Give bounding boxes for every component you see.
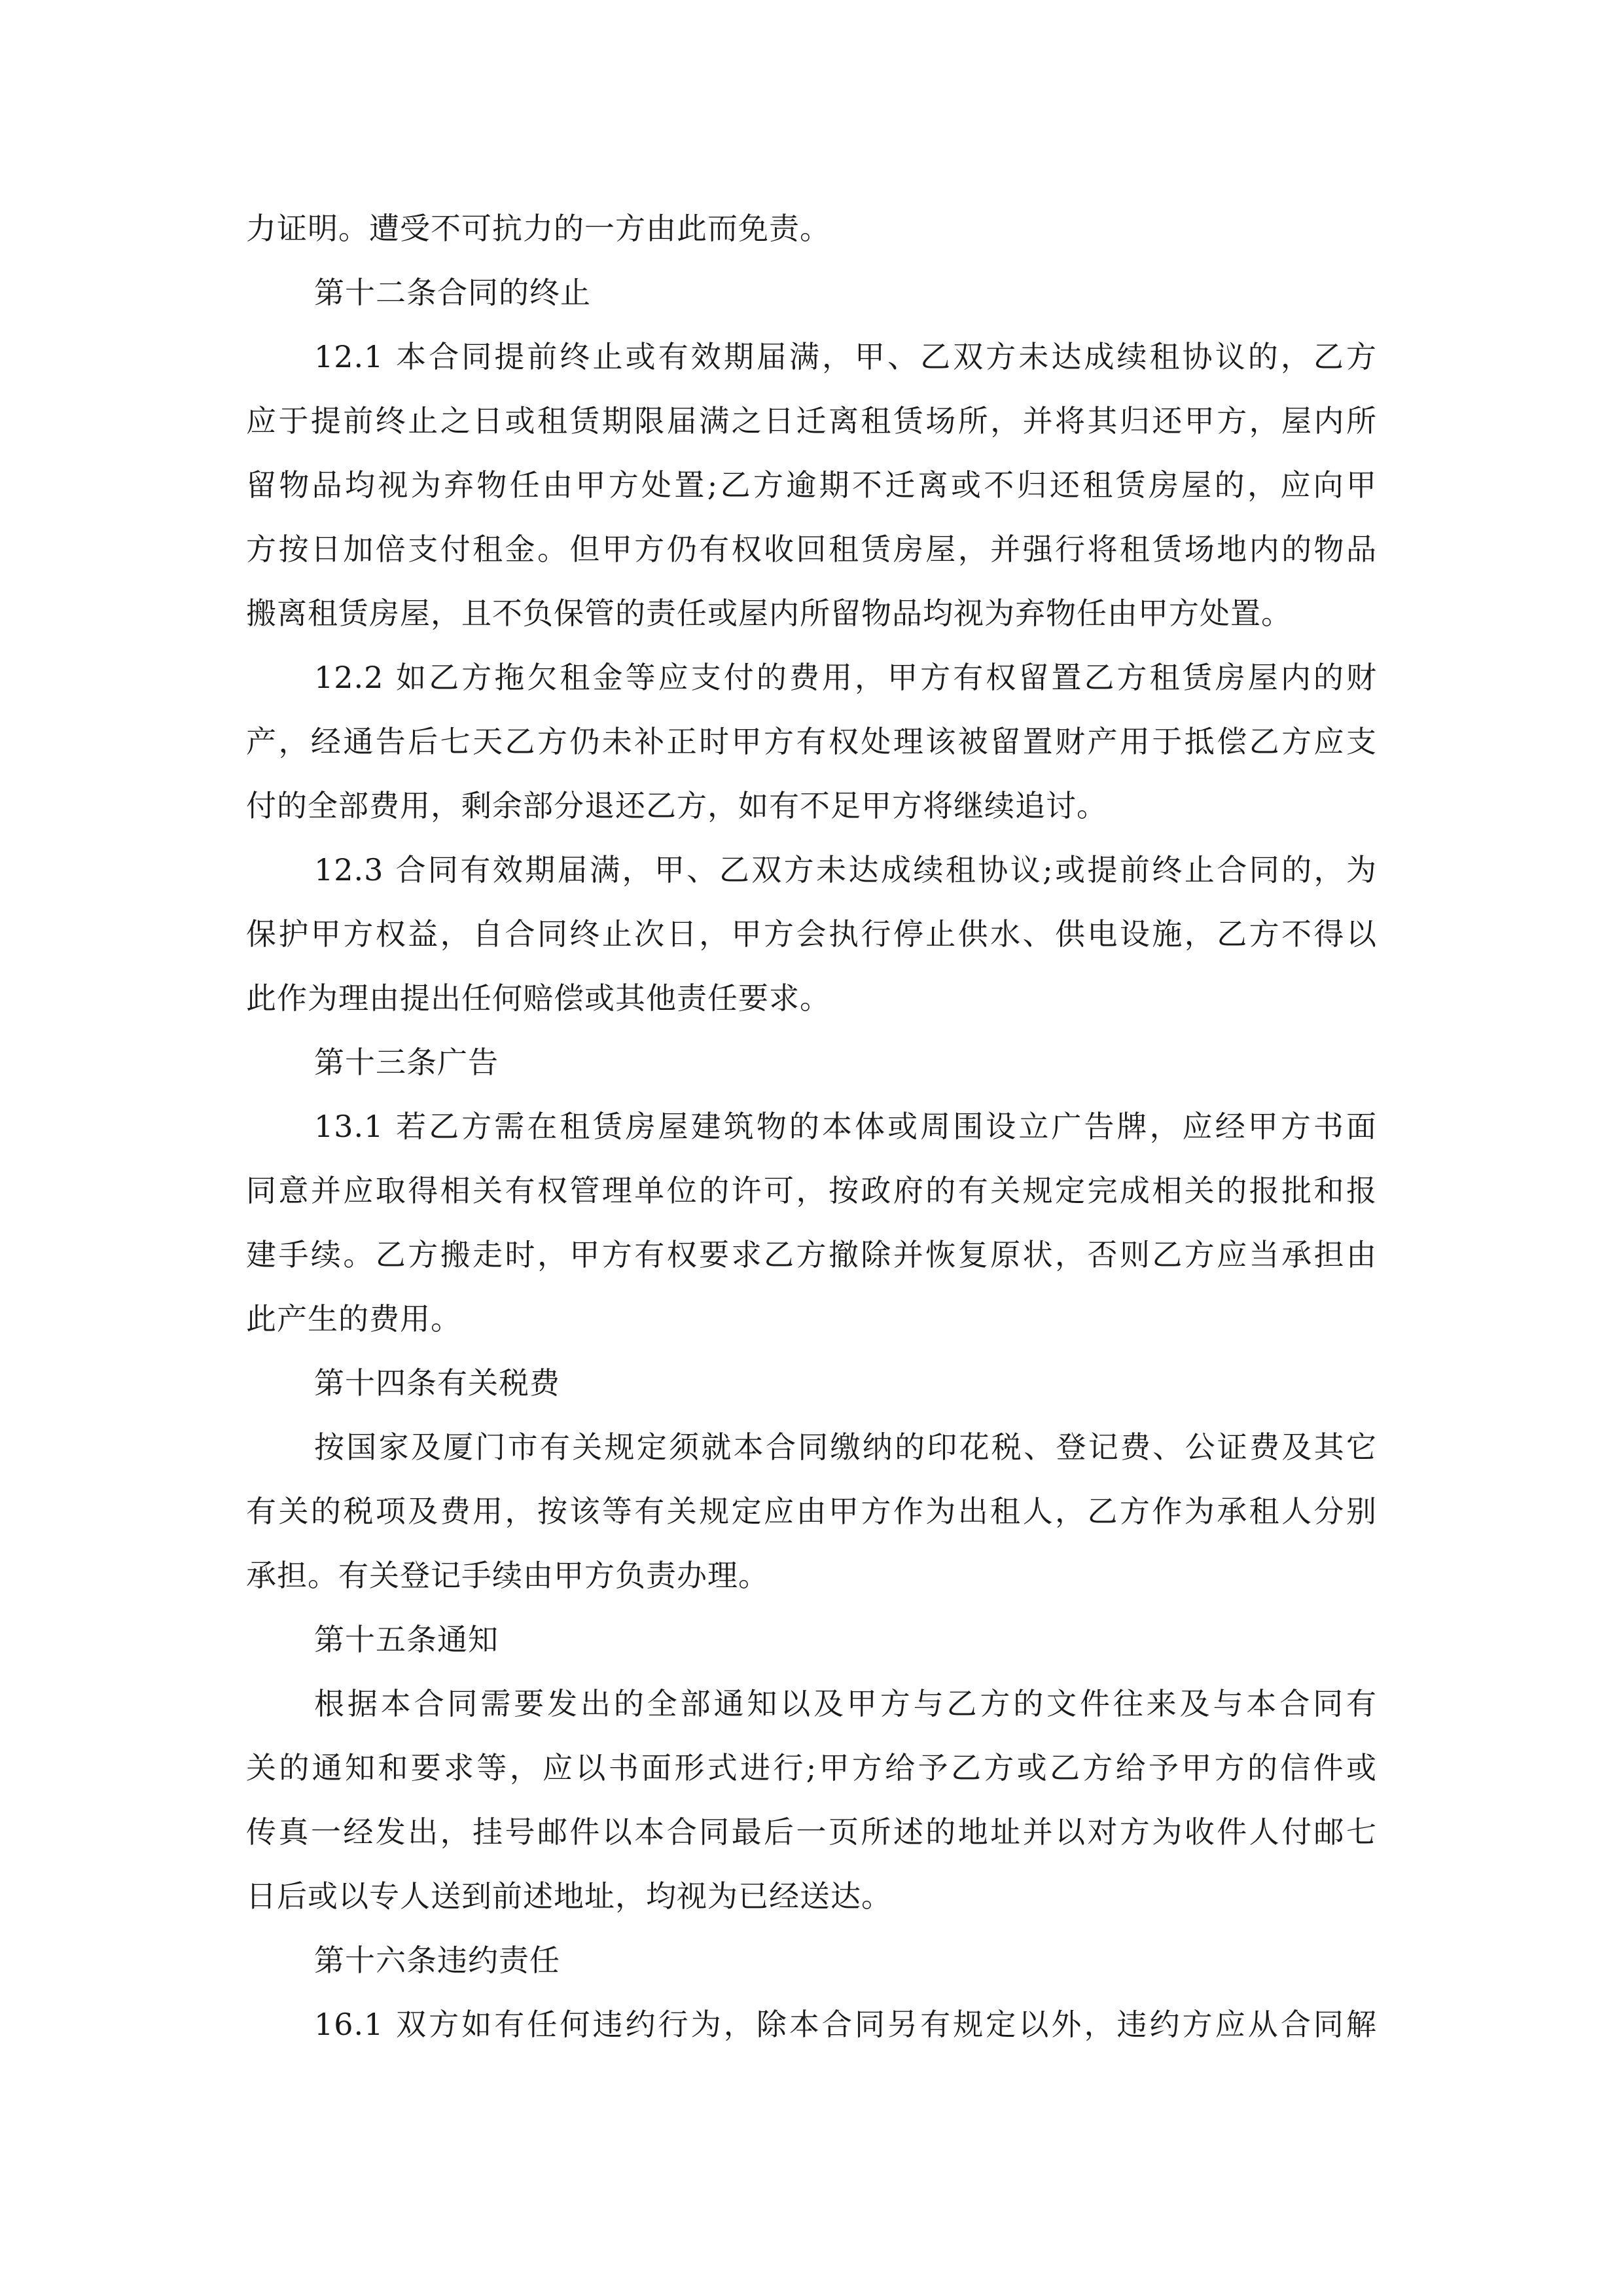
text-line: 12.1 本合同提前终止或有效期届满，甲、乙双方未达成续租协议的，乙方 — [314, 339, 1377, 374]
clause-12-3 — [246, 838, 1377, 1030]
paragraph-force-majeure-tail — [246, 196, 1377, 260]
text-line: 有关的税项及费用，按该等有关规定应由甲方作为出租人，乙方作为承租人分别 — [246, 1494, 1377, 1529]
text-line: 承担。有关登记手续由甲方负责办理。 — [246, 1558, 769, 1593]
text-line: 12.3 合同有效期届满，甲、乙双方未达成续租协议;或提前终止合同的，为 — [314, 852, 1377, 888]
section-heading: 第十三条广告 — [314, 1045, 499, 1080]
text-line: 力证明。遭受不可抗力的一方由此而免责。 — [246, 211, 830, 246]
clause-12-2 — [246, 645, 1377, 838]
clause-13-1 — [246, 1094, 1377, 1351]
text-line: 日后或以专人送到前述地址，均视为已经送达。 — [246, 1878, 892, 1914]
article-16-heading — [246, 1928, 1377, 1992]
section-heading: 第十五条通知 — [314, 1622, 499, 1657]
article-14-heading — [246, 1351, 1377, 1415]
clause-16-1 — [246, 1992, 1377, 2056]
section-heading: 第十二条合同的终止 — [314, 275, 591, 310]
article-12-heading — [246, 260, 1377, 325]
text-line: 保护甲方权益，自合同终止次日，甲方会执行停止供水、供电设施，乙方不得以 — [246, 916, 1377, 952]
text-line: 建手续。乙方搬走时，甲方有权要求乙方撤除并恢复原状，否则乙方应当承担由 — [246, 1237, 1377, 1272]
text-line: 根据本合同需要发出的全部通知以及甲方与乙方的文件往来及与本合同有 — [314, 1686, 1377, 1721]
document-page — [246, 196, 1377, 2056]
text-line: 搬离租赁房屋，且不负保管的责任或屋内所留物品均视为弃物任由甲方处置。 — [246, 596, 1292, 631]
text-line: 应于提前终止之日或租赁期限届满之日迁离租赁场所，并将其归还甲方，屋内所 — [246, 403, 1377, 439]
text-line: 关的通知和要求等，应以书面形式进行;甲方给予乙方或乙方给予甲方的信件或 — [246, 1750, 1377, 1785]
text-line: 13.1 若乙方需在租赁房屋建筑物的本体或周围设立广告牌，应经甲方书面 — [314, 1109, 1377, 1144]
text-line: 16.1 双方如有任何违约行为，除本合同另有规定以外，违约方应从合同解 — [314, 2007, 1377, 2042]
article-15-heading — [246, 1607, 1377, 1672]
text-line: 此产生的费用。 — [246, 1301, 461, 1336]
text-line: 此作为理由提出任何赔偿或其他责任要求。 — [246, 980, 830, 1016]
text-line: 付的全部费用，剩余部分退还乙方，如有不足甲方将继续追讨。 — [246, 788, 1107, 823]
text-line: 留物品均视为弃物任由甲方处置;乙方逾期不迁离或不归还租赁房屋的，应向甲 — [246, 467, 1377, 503]
text-line: 12.2 如乙方拖欠租金等应支付的费用，甲方有权留置乙方租赁房屋内的财 — [314, 660, 1377, 695]
section-heading: 第十六条违约责任 — [314, 1943, 560, 1978]
text-line: 按国家及厦门市有关规定须就本合同缴纳的印花税、登记费、公证费及其它 — [314, 1429, 1377, 1465]
clause-14-body — [246, 1415, 1377, 1607]
section-heading: 第十四条有关税费 — [314, 1365, 560, 1401]
clause-15-body — [246, 1672, 1377, 1928]
text-line: 传真一经发出，挂号邮件以本合同最后一页所述的地址并以对方为收件人付邮七 — [246, 1814, 1377, 1850]
text-line: 产，经通告后七天乙方仍未补正时甲方有权处理该被留置财产用于抵偿乙方应支 — [246, 724, 1377, 759]
article-13-heading — [246, 1030, 1377, 1094]
text-line: 方按日加倍支付租金。但甲方仍有权收回租赁房屋，并强行将租赁场地内的物品 — [246, 531, 1377, 567]
text-line: 同意并应取得相关有权管理单位的许可，按政府的有关规定完成相关的报批和报 — [246, 1173, 1377, 1208]
clause-12-1 — [246, 325, 1377, 645]
